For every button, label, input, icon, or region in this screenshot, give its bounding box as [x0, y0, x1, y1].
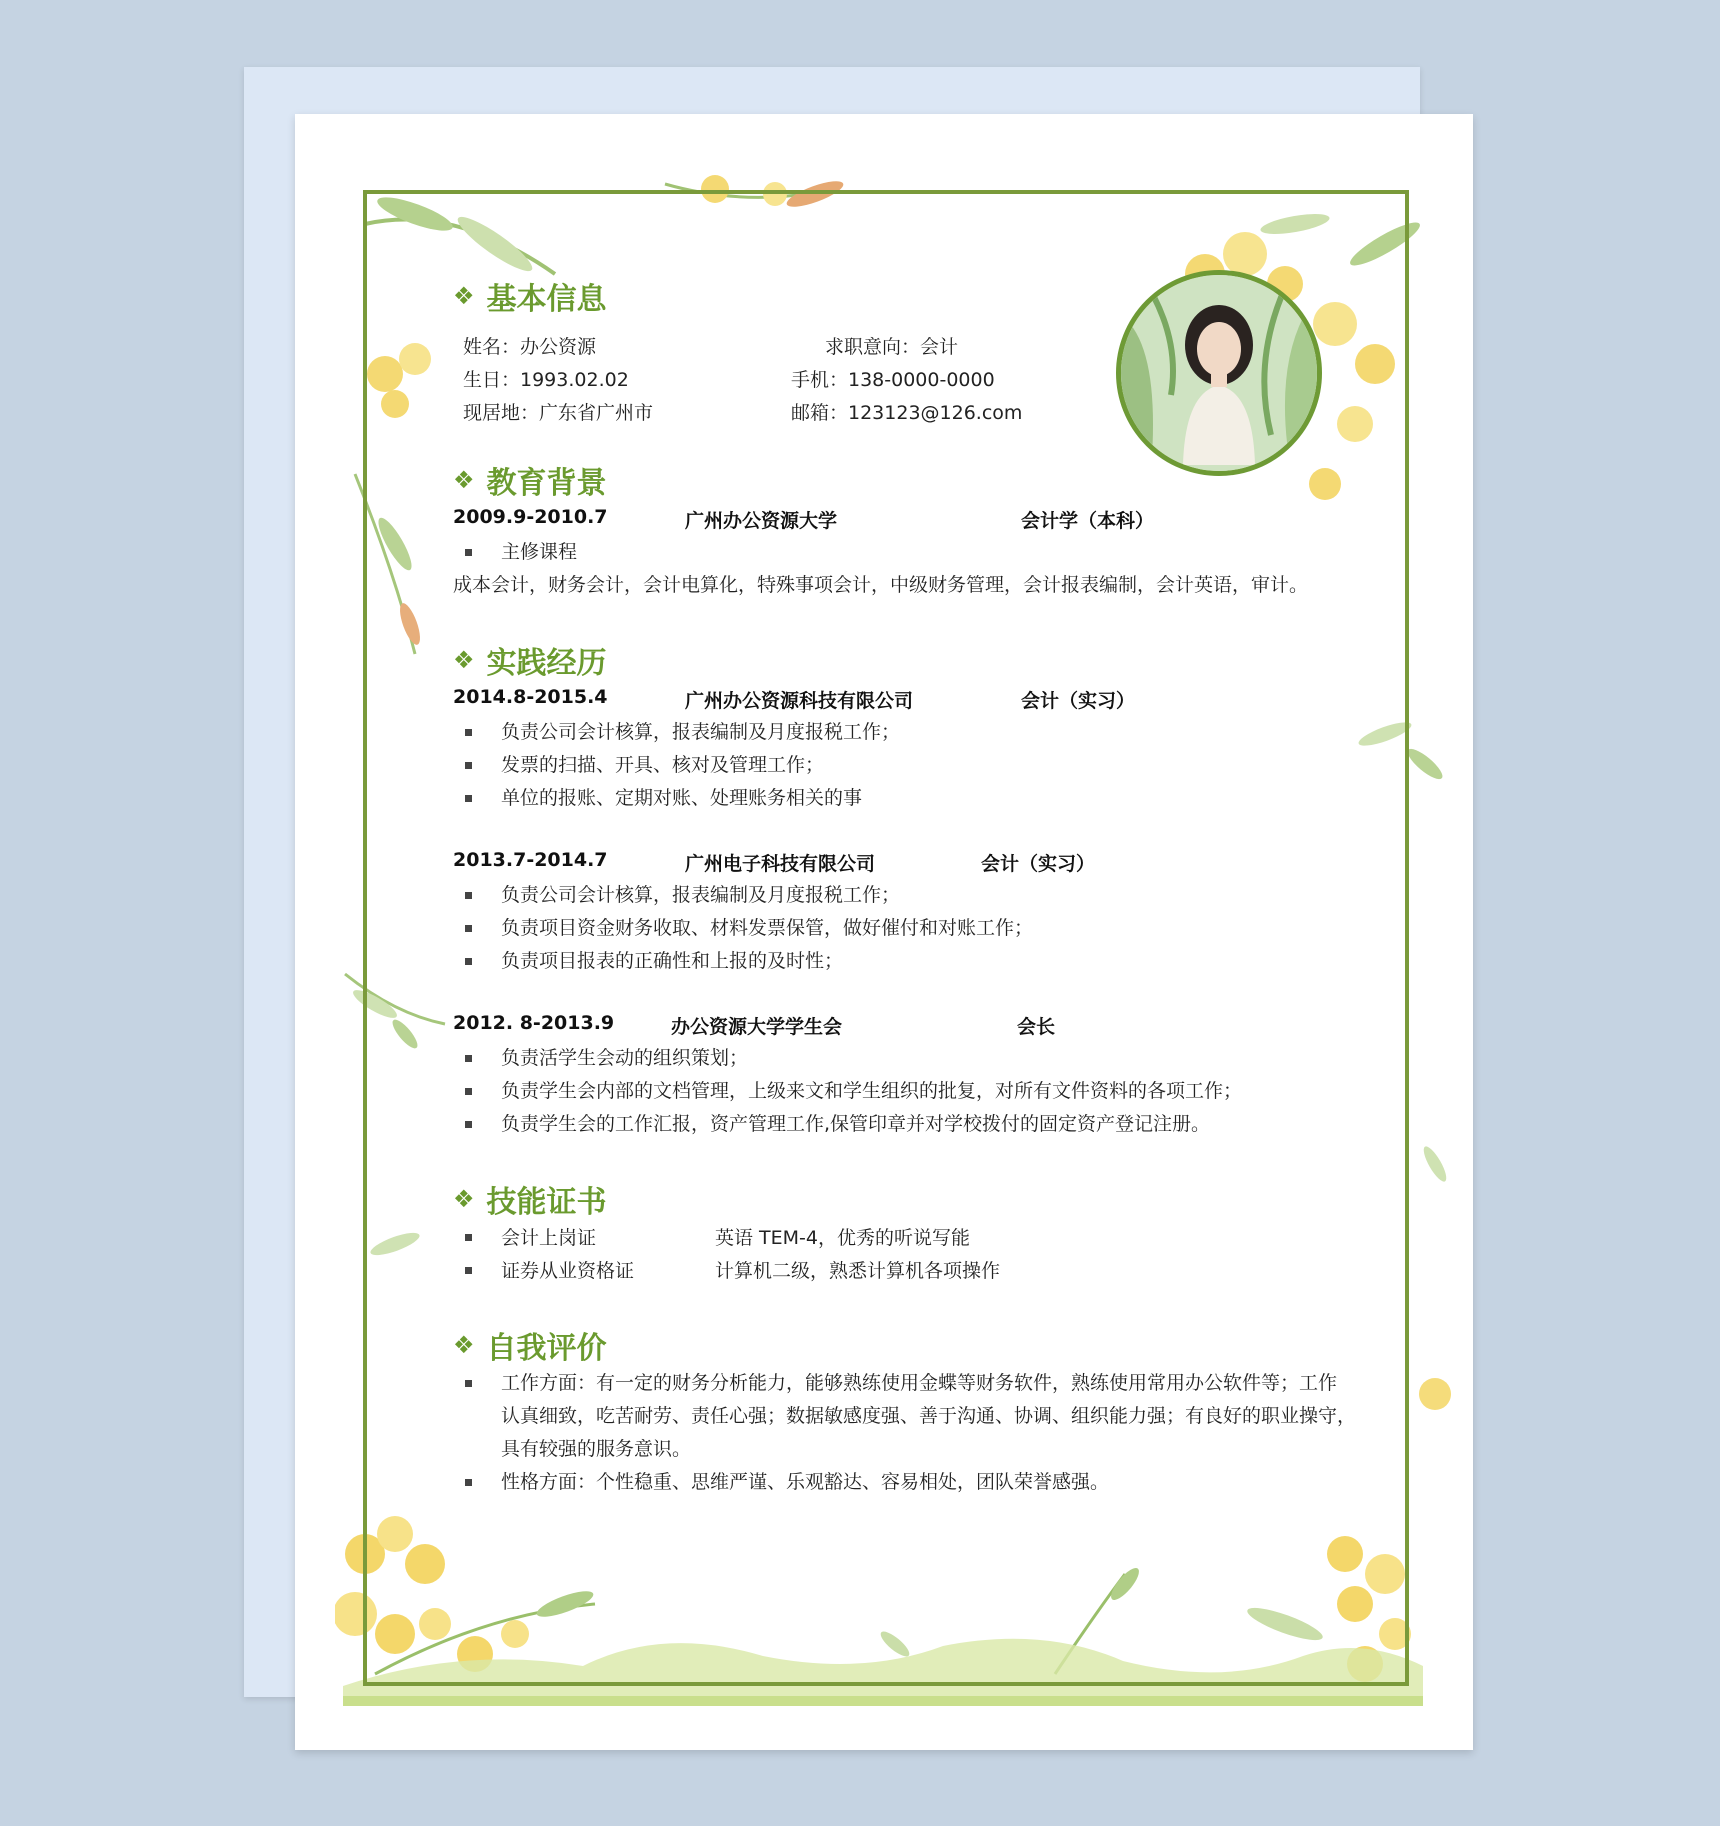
list-item: 负责学生会内部的文档管理，上级来文和学生组织的批复，对所有文件资料的各项工作； — [453, 1075, 1373, 1108]
experience-org: 办公资源大学学生会 — [671, 1016, 843, 1038]
bullet-icon — [465, 1380, 472, 1387]
education-period: 2009.9-2010.7 — [453, 506, 608, 528]
experience-header — [453, 682, 1373, 716]
skill-description: 计算机二级，熟悉计算机各项操作 — [715, 1260, 1001, 1282]
experience-org: 广州办公资源科技有限公司 — [685, 690, 914, 712]
bullet-icon — [465, 549, 472, 556]
resume-content — [453, 274, 1373, 1499]
skill-description: 英语 TEM-4，优秀的听说写能 — [715, 1227, 970, 1249]
list-item: 负责活学生会动的组织策划； — [453, 1042, 1373, 1075]
bullet-icon — [465, 1055, 472, 1062]
experience-period: 2014.8-2015.4 — [453, 686, 608, 708]
phone-field: 手机：138-0000-0000 — [791, 369, 995, 391]
education-major: 会计学（本科） — [1021, 510, 1155, 532]
experience-item — [453, 1008, 1373, 1141]
bullet-icon — [465, 1479, 472, 1486]
section-title-experience: ❖ 实践经历 — [453, 646, 607, 681]
experience-role: 会长 — [1017, 1016, 1056, 1038]
bullet-icon — [465, 925, 472, 932]
experience-role: 会计（实习） — [981, 853, 1096, 875]
bullet-icon — [465, 1088, 472, 1095]
list-item: 负责项目资金财务收取、材料发票保管，做好催付和对账工作； — [453, 912, 1373, 945]
bullet-icon — [465, 892, 472, 899]
address-field: 现居地：广东省广州市 — [463, 402, 654, 424]
basic-info-grid — [453, 326, 1373, 436]
diamond-icon: ❖ — [453, 1185, 475, 1213]
bullet-icon — [465, 795, 472, 802]
certificate-name: 证券从业资格证 — [501, 1260, 635, 1282]
diamond-icon: ❖ — [453, 1331, 475, 1359]
experience-period: 2013.7-2014.7 — [453, 849, 608, 871]
bullet-icon — [465, 1234, 472, 1241]
experience-period: 2012. 8-2013.9 — [453, 1012, 615, 1034]
skill-row — [453, 1221, 1373, 1254]
list-item: 发票的扫描、开具、核对及管理工作； — [453, 749, 1373, 782]
experience-item — [453, 845, 1373, 978]
experience-header — [453, 845, 1373, 879]
list-item: 负责学生会的工作汇报，资产管理工作,保管印章并对学校拨付的固定资产登记注册。 — [453, 1108, 1373, 1141]
list-item: 主修课程 — [453, 536, 1373, 569]
list-item: 负责公司会计核算，报表编制及月度报税工作； — [453, 879, 1373, 912]
diamond-icon: ❖ — [453, 466, 475, 494]
diamond-icon: ❖ — [453, 646, 475, 674]
bullet-icon — [465, 1121, 472, 1128]
certificate-name: 会计上岗证 — [501, 1227, 597, 1249]
experience-item — [453, 682, 1373, 815]
experience-role: 会计（实习） — [1021, 690, 1136, 712]
section-title-basic-info: ❖ 基本信息 — [453, 282, 607, 317]
list-item: 工作方面：有一定的财务分析能力，能够熟练使用金蝶等财务软件，熟练使用常用办公软件等；工作 认真细致，吃苦耐劳、责任心强；数据敏感度强、善于沟通、协调、组织能力强；有良好的职业操守， 具有较强的服务意识。 — [453, 1367, 1373, 1466]
section-title-education: ❖ 教育背景 — [453, 466, 607, 501]
course-list: 成本会计，财务会计，会计电算化，特殊事项会计，中级财务管理，会计报表编制，会计英语，审计。 — [453, 574, 1309, 596]
job-intent-field: 求职意向：会计 — [825, 336, 959, 358]
list-item: 负责公司会计核算，报表编制及月度报税工作； — [453, 716, 1373, 749]
bullet-icon — [465, 958, 472, 965]
list-item: 单位的报账、定期对账、处理账务相关的事 — [453, 782, 1373, 815]
section-title-self-evaluation: ❖ 自我评价 — [453, 1331, 607, 1366]
list-item: 负责项目报表的正确性和上报的及时性； — [453, 945, 1373, 978]
birthday-field: 生日：1993.02.02 — [463, 369, 629, 391]
experience-header — [453, 1008, 1373, 1042]
bullet-icon — [465, 729, 472, 736]
email-field: 邮箱：123123@126.com — [791, 402, 1023, 424]
section-title-skills: ❖ 技能证书 — [453, 1185, 607, 1220]
experience-org: 广州电子科技有限公司 — [685, 853, 876, 875]
diamond-icon: ❖ — [453, 282, 475, 310]
resume-page — [295, 114, 1473, 1750]
skill-row — [453, 1254, 1373, 1287]
education-row — [453, 502, 1373, 536]
list-item: 性格方面：个性稳重、思维严谨、乐观豁达、容易相处，团队荣誉感强。 — [453, 1466, 1373, 1499]
bullet-icon — [465, 762, 472, 769]
education-school: 广州办公资源大学 — [685, 510, 838, 532]
name-field: 姓名：办公资源 — [463, 336, 597, 358]
bullet-icon — [465, 1267, 472, 1274]
